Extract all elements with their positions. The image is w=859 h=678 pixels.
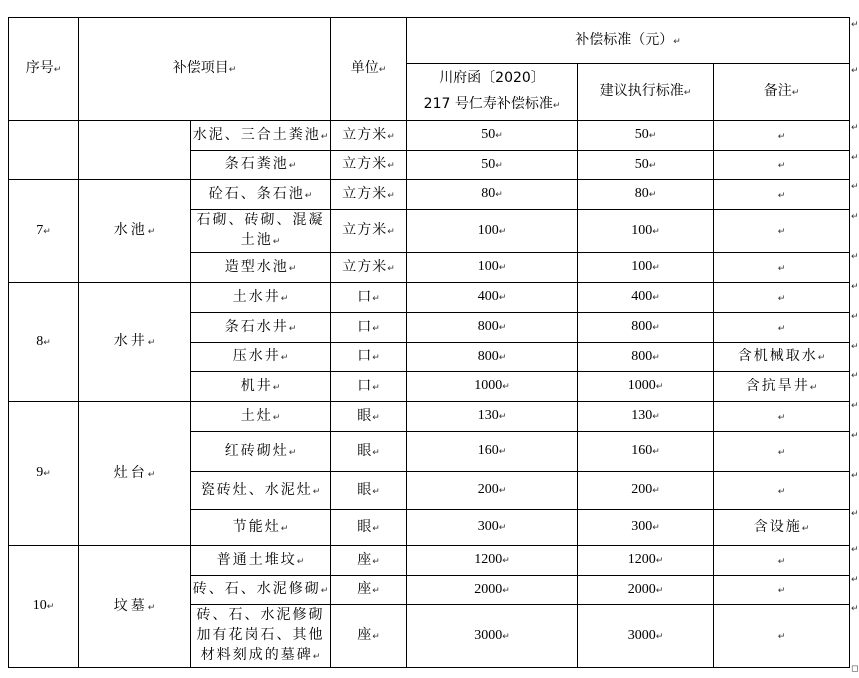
paragraph-mark: ↵ (777, 263, 786, 274)
paragraph-mark: ↵ (777, 486, 786, 497)
proposed-value-cell (578, 121, 714, 151)
paragraph-mark: ↵ (312, 486, 321, 497)
item-cell (191, 605, 331, 668)
paragraph-mark: ↵ (777, 632, 786, 642)
paragraph-mark: ↵ (372, 556, 380, 567)
unit-cell (331, 546, 407, 576)
paragraph-mark: ↵ (387, 263, 395, 274)
ref-value: 130 (477, 408, 499, 423)
paragraph-mark: ↵ (502, 585, 510, 596)
item-label: 土灶 (240, 407, 273, 424)
paragraph-mark: ↵ (304, 190, 313, 201)
row-end-mark: ↵ (851, 123, 859, 133)
remark-cell (714, 432, 850, 472)
unit-cell (331, 313, 407, 343)
paragraph-mark: ↵ (272, 382, 281, 393)
paragraph-mark: ↵ (312, 652, 321, 662)
paragraph-mark: ↵ (655, 382, 664, 392)
paragraph-mark: ↵ (280, 293, 289, 304)
item-cell (191, 283, 331, 313)
paragraph-mark: ↵ (498, 263, 507, 273)
paragraph-mark: ↵ (288, 323, 297, 334)
compensation-table (8, 17, 850, 668)
paragraph-mark: ↵ (280, 523, 289, 534)
proposed-value: 1000 (627, 378, 656, 393)
proposed-value-cell (578, 210, 714, 253)
paragraph-mark: ↵ (387, 131, 395, 142)
row-end-mark: ↵ (851, 371, 859, 381)
row-end-mark: ↵ (851, 604, 859, 614)
ref-value: 400 (477, 289, 499, 304)
header-item: 补偿项目↵ (79, 18, 331, 121)
remark-cell (714, 343, 850, 372)
paragraph-mark: ↵ (320, 586, 329, 596)
ref-value-cell (407, 576, 578, 605)
header-seq: 序号↵ (9, 18, 79, 121)
table-row (9, 283, 850, 313)
seq-number: 9 (36, 465, 44, 480)
paragraph-mark: ↵ (387, 227, 395, 237)
ref-value-cell (407, 121, 578, 151)
remark-cell (714, 372, 850, 402)
item-cell (191, 372, 331, 402)
paragraph-mark: ↵ (777, 293, 786, 304)
paragraph-mark: ↵ (495, 160, 503, 171)
paragraph-mark: ↵ (809, 382, 818, 393)
row-end-mark: ↵ (851, 575, 859, 585)
unit-label: 眼 (357, 442, 373, 459)
seq-cell (9, 402, 79, 546)
row-end-mark: ↵ (851, 431, 859, 441)
category-cell (79, 546, 191, 668)
paragraph-mark: ↵ (498, 486, 507, 496)
proposed-value-cell (578, 605, 714, 668)
proposed-value: 2000 (627, 581, 656, 597)
paragraph-mark: ↵ (372, 353, 380, 363)
item-cell (191, 472, 331, 510)
remark-text: 含抗旱井 (745, 377, 810, 394)
row-end-mark: ↵ (851, 282, 859, 292)
category-cell (79, 180, 191, 283)
row-end-mark: ↵ (851, 182, 859, 192)
remark-text: 含设施 (753, 518, 802, 535)
item-label: 条石水井 (224, 318, 289, 335)
item-cell (191, 180, 331, 210)
row-end-mark: ↵ (851, 20, 859, 30)
paragraph-mark: ↵ (652, 523, 660, 533)
paragraph-mark: ↵ (372, 486, 380, 497)
unit-label: 口 (357, 288, 373, 305)
row-end-mark: ↵ (851, 401, 859, 411)
paragraph-mark: ↵ (652, 412, 660, 422)
header-col-ref-line2: 217 号仁寿补偿标准 (423, 96, 553, 112)
proposed-value-cell (578, 253, 714, 283)
proposed-value: 3000 (627, 627, 656, 643)
proposed-value: 50 (634, 127, 649, 142)
remark-text: 含机械取水 (737, 348, 818, 364)
proposed-value-cell (578, 472, 714, 510)
unit-label: 座 (357, 581, 373, 597)
row-end-mark: ↵ (851, 153, 859, 163)
ref-value: 100 (477, 259, 499, 274)
ref-value: 800 (477, 348, 499, 364)
paragraph-mark: ↵ (502, 631, 510, 642)
paragraph-mark: ↵ (495, 131, 503, 141)
ref-value: 800 (477, 319, 499, 334)
ref-value-cell (407, 313, 578, 343)
paragraph-mark: ↵ (777, 447, 786, 458)
proposed-value-cell (578, 151, 714, 180)
proposed-value: 400 (631, 289, 653, 304)
unit-cell (331, 472, 407, 510)
remark-cell (714, 121, 850, 151)
item-cell (191, 313, 331, 343)
row-end-mark: ↵ (851, 66, 859, 76)
header-col-ref-line1: 川府函〔2020〕 (439, 70, 545, 86)
unit-label: 眼 (357, 518, 373, 535)
seq-cell-continued (9, 121, 79, 180)
seq-number: 8 (36, 333, 44, 349)
row-end-mark: ↵ (851, 212, 859, 222)
unit-label: 口 (357, 318, 373, 335)
item-label: 砖、石、水泥修砌 (192, 581, 321, 597)
proposed-value-cell (578, 546, 714, 576)
paragraph-mark: ↵ (320, 131, 329, 142)
category-cell (79, 283, 191, 402)
proposed-value: 800 (631, 348, 653, 364)
remark-cell (714, 313, 850, 343)
category-cell (79, 402, 191, 546)
ref-value: 200 (477, 482, 499, 497)
ref-value: 160 (477, 443, 499, 458)
item-cell (191, 510, 331, 546)
ref-value-cell (407, 283, 578, 313)
item-label: 造型水池 (224, 258, 289, 275)
paragraph-mark: ↵ (296, 556, 305, 567)
ref-value: 2000 (474, 581, 503, 597)
unit-cell (331, 180, 407, 210)
seq-cell (9, 546, 79, 668)
proposed-value-cell (578, 510, 714, 546)
row-end-mark: ↵ (851, 312, 859, 322)
item-cell (191, 546, 331, 576)
paragraph-mark: ↵ (498, 226, 507, 237)
header-standard-group: 补偿标准（元）↵ (407, 18, 850, 64)
paragraph-mark: ↵ (652, 352, 660, 363)
unit-cell (331, 151, 407, 180)
remark-cell (714, 180, 850, 210)
remark-cell (714, 402, 850, 432)
paragraph-mark: ↵ (652, 486, 660, 496)
paragraph-mark: ↵ (280, 353, 289, 363)
paragraph-mark: ↵ (648, 190, 657, 200)
unit-label: 立方米 (342, 222, 388, 238)
proposed-value-cell (578, 432, 714, 472)
paragraph-mark: ↵ (147, 469, 156, 480)
paragraph-mark: ↵ (498, 323, 507, 333)
proposed-value-cell (578, 576, 714, 605)
unit-label: 立方米 (342, 156, 388, 172)
item-cell (191, 432, 331, 472)
paragraph-mark: ↵ (372, 632, 380, 642)
item-label: 普通土堆坟 (216, 551, 297, 568)
unit-cell (331, 432, 407, 472)
proposed-value: 200 (631, 482, 653, 497)
unit-cell (331, 343, 407, 372)
paragraph-mark: ↵ (652, 323, 660, 333)
paragraph-mark: ↵ (498, 523, 507, 533)
ref-value: 3000 (474, 627, 503, 643)
ref-value: 50 (481, 127, 496, 142)
proposed-value: 1200 (627, 552, 656, 567)
paragraph-mark: ↵ (272, 237, 281, 247)
proposed-value-cell (578, 343, 714, 372)
proposed-value: 300 (631, 519, 653, 534)
seq-number: 10 (32, 598, 47, 613)
unit-label: 口 (357, 377, 373, 394)
ref-value: 80 (481, 186, 496, 201)
unit-cell (331, 402, 407, 432)
table-row (9, 121, 850, 151)
paragraph-mark: ↵ (777, 227, 786, 237)
item-label: 土水井 (232, 288, 281, 305)
unit-cell (331, 253, 407, 283)
paragraph-mark: ↵ (387, 190, 395, 201)
paragraph-mark: ↵ (652, 447, 660, 457)
item-label: 瓷砖灶、水泥灶 (200, 481, 313, 498)
item-label: 节能灶 (232, 518, 281, 535)
paragraph-mark: ↵ (147, 227, 156, 237)
paragraph-mark: ↵ (372, 293, 380, 304)
paragraph-mark: ↵ (655, 556, 664, 566)
item-cell (191, 253, 331, 283)
remark-cell (714, 283, 850, 313)
unit-cell (331, 210, 407, 253)
item-cell (191, 343, 331, 372)
proposed-value-cell (578, 372, 714, 402)
paragraph-mark: ↵ (372, 323, 380, 334)
item-label: 条石粪池 (224, 156, 289, 172)
ref-value: 300 (477, 519, 499, 534)
header-col-proposed: 建议执行标准↵ (578, 64, 714, 121)
ref-value-cell (407, 253, 578, 283)
item-cell (191, 121, 331, 151)
paragraph-mark: ↵ (147, 338, 156, 348)
row-end-mark: ↵ (851, 252, 859, 262)
proposed-value: 100 (631, 222, 653, 238)
paragraph-mark: ↵ (43, 226, 51, 237)
table-end-mark: ◻ (851, 664, 859, 674)
ref-value-cell (407, 605, 578, 668)
unit-label: 眼 (357, 407, 373, 424)
item-cell (191, 151, 331, 180)
proposed-value-cell (578, 283, 714, 313)
item-label: 红砖砌灶 (224, 442, 289, 459)
paragraph-mark: ↵ (648, 131, 657, 141)
paragraph-mark: ↵ (777, 323, 786, 334)
header-row-top (9, 18, 850, 64)
proposed-value-cell (578, 313, 714, 343)
item-label: 砼石、条石池 (208, 185, 305, 202)
ref-value-cell (407, 432, 578, 472)
ref-value: 100 (477, 222, 499, 238)
paragraph-mark: ↵ (655, 631, 664, 642)
paragraph-mark: ↵ (288, 263, 297, 274)
paragraph-mark: ↵ (502, 382, 510, 392)
unit-label: 口 (357, 348, 373, 364)
unit-cell (331, 121, 407, 151)
ref-value: 1200 (474, 552, 503, 567)
remark-cell (714, 253, 850, 283)
ref-value-cell (407, 472, 578, 510)
item-cell (191, 402, 331, 432)
item-label: 砖、石、水泥修砌加有花岗石、其他材料刻成的墓碑 (196, 607, 325, 663)
paragraph-mark: ↵ (43, 337, 51, 348)
paragraph-mark: ↵ (502, 556, 510, 566)
remark-cell (714, 605, 850, 668)
header-col-remark: 备注↵ (714, 64, 850, 121)
table-row (9, 180, 850, 210)
ref-value-cell (407, 372, 578, 402)
paragraph-mark: ↵ (498, 412, 507, 422)
category-name: 水池 (113, 222, 148, 238)
unit-label: 座 (357, 627, 373, 643)
paragraph-mark: ↵ (777, 131, 786, 142)
ref-value-cell (407, 180, 578, 210)
header-col-ref: 川府函〔2020〕 217 号仁寿补偿标准↵ (407, 64, 578, 121)
paragraph-mark: ↵ (372, 382, 380, 393)
unit-cell (331, 576, 407, 605)
remark-cell (714, 151, 850, 180)
unit-cell (331, 605, 407, 668)
paragraph-mark: ↵ (652, 263, 660, 273)
paragraph-mark: ↵ (288, 161, 297, 171)
paragraph-mark: ↵ (372, 412, 380, 423)
paragraph-mark: ↵ (147, 602, 156, 613)
paragraph-mark: ↵ (288, 447, 297, 458)
proposed-value: 130 (631, 408, 653, 423)
remark-cell (714, 510, 850, 546)
paragraph-mark: ↵ (652, 293, 660, 303)
paragraph-mark: ↵ (801, 523, 810, 534)
paragraph-mark: ↵ (272, 412, 281, 423)
table-row (9, 546, 850, 576)
unit-label: 立方米 (342, 126, 388, 143)
ref-value-cell (407, 510, 578, 546)
paragraph-mark: ↵ (777, 161, 786, 171)
seq-cell (9, 180, 79, 283)
unit-label: 座 (357, 551, 373, 568)
unit-cell (331, 372, 407, 402)
ref-value: 50 (481, 156, 496, 172)
item-label: 水泥、三合土粪池 (192, 126, 321, 143)
seq-cell (9, 283, 79, 402)
ref-value-cell (407, 151, 578, 180)
paragraph-mark: ↵ (498, 447, 507, 457)
ref-value-cell (407, 343, 578, 372)
category-cell-continued (79, 121, 191, 180)
paragraph-mark: ↵ (652, 226, 660, 237)
row-end-mark: ↵ (851, 471, 859, 481)
remark-cell (714, 210, 850, 253)
table-row (9, 402, 850, 432)
header-unit: 单位↵ (331, 18, 407, 121)
paragraph-mark: ↵ (817, 353, 826, 363)
proposed-value-cell (578, 180, 714, 210)
paragraph-mark: ↵ (777, 190, 786, 201)
paragraph-mark: ↵ (498, 293, 507, 303)
item-label: 石砌、砖砌、混凝土池 (196, 212, 325, 248)
item-cell (191, 210, 331, 253)
proposed-value: 160 (631, 443, 653, 458)
remark-cell (714, 576, 850, 605)
ref-value-cell (407, 402, 578, 432)
unit-cell (331, 283, 407, 313)
unit-cell (331, 510, 407, 546)
paragraph-mark: ↵ (655, 585, 664, 596)
paragraph-mark: ↵ (372, 586, 380, 596)
proposed-value-cell (578, 402, 714, 432)
ref-value-cell (407, 210, 578, 253)
proposed-value: 50 (634, 156, 649, 172)
unit-label: 立方米 (342, 258, 388, 275)
item-label: 机井 (240, 377, 273, 394)
unit-label: 立方米 (342, 185, 388, 202)
ref-value: 1000 (474, 378, 503, 393)
paragraph-mark: ↵ (495, 190, 503, 200)
row-end-mark: ↵ (851, 509, 859, 519)
category-name: 灶台 (113, 464, 148, 481)
unit-label: 眼 (357, 481, 373, 498)
paragraph-mark: ↵ (372, 523, 380, 534)
paragraph-mark: ↵ (372, 447, 380, 458)
paragraph-mark: ↵ (648, 160, 657, 171)
paragraph-mark: ↵ (777, 412, 786, 423)
remark-cell (714, 546, 850, 576)
proposed-value: 80 (634, 186, 649, 201)
seq-number: 7 (36, 222, 44, 238)
row-end-mark: ↵ (851, 342, 859, 352)
paragraph-mark: ↵ (777, 556, 786, 567)
category-name: 坟墓 (113, 597, 148, 614)
remark-cell (714, 472, 850, 510)
category-name: 水井 (113, 333, 148, 349)
row-end-mark: ↵ (851, 545, 859, 555)
paragraph-mark: ↵ (43, 469, 51, 479)
proposed-value: 100 (631, 259, 653, 274)
item-label: 压水井 (232, 348, 281, 364)
item-cell (191, 576, 331, 605)
paragraph-mark: ↵ (498, 352, 507, 363)
paragraph-mark: ↵ (46, 602, 55, 612)
ref-value-cell (407, 546, 578, 576)
proposed-value: 800 (631, 319, 653, 334)
paragraph-mark: ↵ (777, 586, 786, 596)
paragraph-mark: ↵ (387, 161, 395, 171)
